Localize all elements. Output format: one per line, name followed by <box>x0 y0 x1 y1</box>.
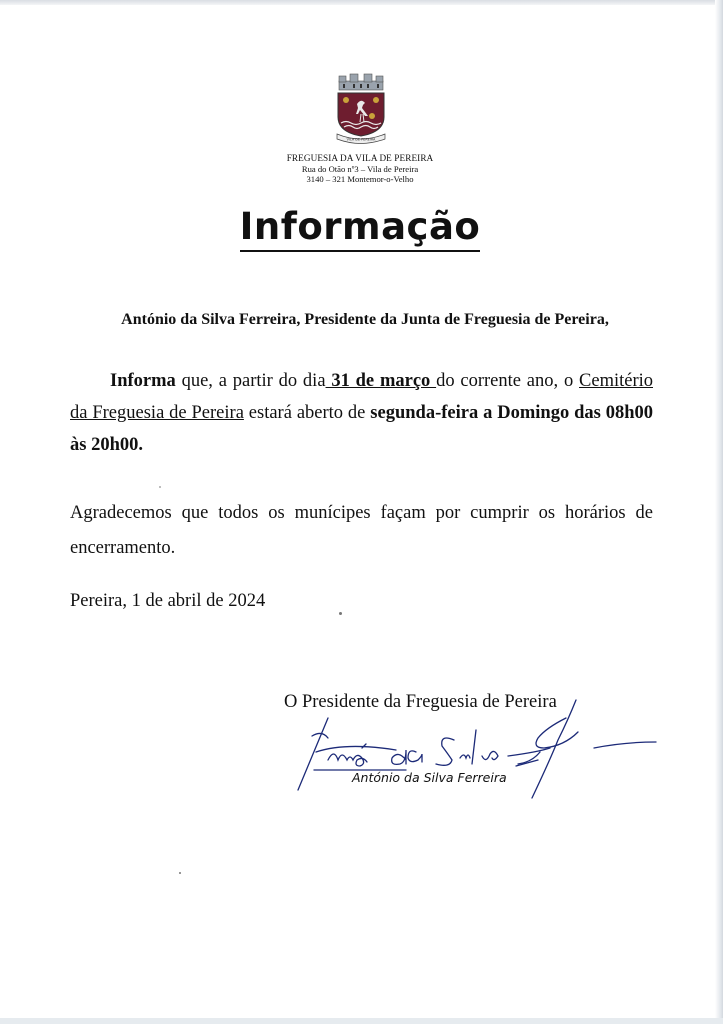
address-line-1: Rua do Otão nº3 – Vila de Pereira <box>301 163 419 174</box>
scan-speck <box>159 486 161 488</box>
page-title <box>150 203 570 252</box>
date-highlight: 31 de março <box>325 371 437 391</box>
page-edge-right <box>715 0 723 1024</box>
header-address <box>200 153 520 185</box>
intro-line: António da Silva Ferreira, Presidente da Junta de Freguesia de Pereira, <box>121 311 609 328</box>
page-edge-top <box>0 0 723 5</box>
president-title: O Presidente da Freguesia de Pereira <box>284 692 557 712</box>
address-line-2: 3140 – 321 Montemor-o-Velho <box>306 174 414 184</box>
cemetery-name: Cemitério da Freguesia de Pereira <box>70 371 653 423</box>
printed-signer-name: António da Silva Ferreira <box>352 770 507 785</box>
coat-of-arms-icon <box>327 72 395 144</box>
page-title-text: Informação <box>240 205 481 252</box>
notice-paragraph <box>70 365 653 461</box>
scan-speck <box>179 872 181 874</box>
thanks-paragraph: Agradecemos que todos os munícipes façam por cumprir os horários de encerramento. <box>70 503 653 558</box>
page-edge-bottom <box>0 1018 723 1024</box>
schedule-text: segunda-feira a Domingo das 08h00 às 20h00. <box>70 403 653 455</box>
scan-speck <box>339 612 342 615</box>
informa-label: Informa <box>110 371 176 391</box>
notice-text-1: que, a partir do dia <box>175 371 326 391</box>
notice-text-3: estará aberto de <box>243 403 371 423</box>
notice-text-2: do corrente ano, o <box>436 371 580 391</box>
crest-motto: VILA DE PEREIRA <box>346 137 376 142</box>
organization-name: FREGUESIA DA VILA DE PEREIRA <box>286 153 434 163</box>
date-line: Pereira, 1 de abril de 2024 <box>70 591 266 611</box>
